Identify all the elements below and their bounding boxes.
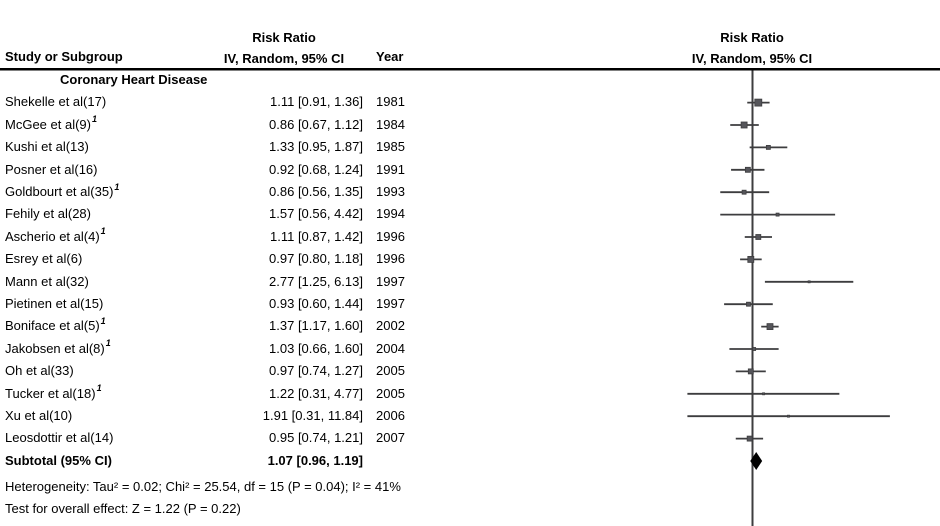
subtotal-row bbox=[0, 450, 560, 472]
study-name: Jakobsen et al(8)$^1$ bbox=[5, 338, 111, 356]
table-row bbox=[0, 159, 560, 181]
table-row bbox=[0, 248, 560, 270]
table-row bbox=[0, 338, 560, 360]
table-row bbox=[0, 181, 560, 203]
column-header-study: Study or Subgroup bbox=[5, 49, 123, 64]
effect-estimate: 1.03 [0.66, 1.60] bbox=[269, 340, 363, 356]
study-name: Mann et al(32) bbox=[5, 273, 89, 289]
table-row bbox=[0, 203, 560, 225]
plot-axis-header bbox=[642, 27, 862, 69]
study-year: 1981 bbox=[376, 94, 405, 110]
table-row bbox=[0, 427, 560, 449]
effect-estimate: 1.57 [0.56, 4.42] bbox=[269, 206, 363, 222]
study-year: 2005 bbox=[376, 363, 405, 379]
study-name: Boniface et al(5)$^1$ bbox=[5, 316, 106, 334]
subtotal-label: Subtotal (95% CI) bbox=[5, 452, 112, 468]
effect-estimate: 0.97 [0.74, 1.27] bbox=[269, 363, 363, 379]
study-name: Oh et al(33) bbox=[5, 363, 74, 379]
study-name: Esrey et al(6) bbox=[5, 251, 83, 267]
effect-estimate: 1.11 [0.91, 1.36] bbox=[270, 94, 363, 110]
study-table bbox=[0, 69, 940, 479]
study-name: McGee et al(9)$^1$ bbox=[5, 114, 97, 132]
effect-estimate: 0.95 [0.74, 1.21] bbox=[269, 430, 363, 446]
study-year: 1996 bbox=[376, 251, 405, 267]
effect-estimate: 1.11 [0.87, 1.42] bbox=[270, 228, 363, 244]
study-name: Fehily et al(28) bbox=[5, 206, 91, 222]
table-row bbox=[0, 91, 560, 113]
study-name: Leosdottir et al(14) bbox=[5, 430, 114, 446]
study-year: 2006 bbox=[376, 408, 405, 423]
study-name: Goldbourt et al(35)$^1$ bbox=[5, 181, 120, 199]
study-year: 1985 bbox=[376, 139, 405, 155]
study-name: Posner et al(16) bbox=[5, 161, 98, 177]
effect-estimate: 0.93 [0.60, 1.44] bbox=[269, 296, 363, 311]
study-year: 1984 bbox=[376, 116, 405, 132]
footnotes bbox=[5, 476, 401, 520]
study-name: Pietinen et al(15) bbox=[5, 296, 104, 311]
table-row bbox=[0, 405, 560, 427]
footnote-marker: 1 bbox=[114, 181, 120, 192]
effect-estimate: 1.37 [1.17, 1.60] bbox=[269, 318, 363, 334]
effect-estimate: 2.77 [1.25, 6.13] bbox=[269, 273, 363, 289]
effect-estimate: 1.33 [0.95, 1.87] bbox=[269, 139, 363, 155]
table-row bbox=[0, 360, 560, 382]
study-year: 1991 bbox=[376, 161, 405, 177]
effect-estimate: 0.86 [0.67, 1.12] bbox=[269, 116, 363, 132]
study-year: 1997 bbox=[376, 296, 405, 311]
study-year: 1996 bbox=[376, 228, 405, 244]
study-name: Tucker et al(18)$^1$ bbox=[5, 383, 102, 401]
footnote-marker: 1 bbox=[96, 383, 102, 394]
study-name: Kushi et al(13) bbox=[5, 139, 89, 155]
effect-estimate: 0.92 [0.68, 1.24] bbox=[269, 161, 363, 177]
subtotal-estimate: 1.07 [0.96, 1.19] bbox=[267, 452, 363, 468]
effect-estimate: 1.91 [0.31, 11.84] bbox=[262, 408, 363, 423]
column-header-effect-line1: Risk Ratio bbox=[252, 30, 316, 45]
study-year: 1997 bbox=[376, 273, 405, 289]
study-year: 1993 bbox=[376, 184, 405, 199]
study-year: 2002 bbox=[376, 318, 405, 334]
overall-effect-text: Test for overall effect: Z = 1.22 (P = 0.22) bbox=[5, 501, 241, 516]
column-header-effect bbox=[205, 27, 363, 69]
table-row bbox=[0, 383, 560, 405]
study-name: Shekelle et al(17) bbox=[5, 94, 107, 110]
table-row bbox=[0, 293, 560, 315]
subgroup-label: Coronary Heart Disease bbox=[60, 72, 208, 87]
study-name: Ascherio et al(4)$^1$ bbox=[5, 226, 106, 244]
footnote-marker: 1 bbox=[105, 338, 111, 349]
table-row bbox=[0, 226, 560, 248]
study-year: 1994 bbox=[376, 206, 405, 222]
effect-estimate: 0.97 [0.80, 1.18] bbox=[269, 251, 363, 267]
table-row bbox=[0, 315, 560, 337]
column-header-effect-line2: IV, Random, 95% CI bbox=[223, 51, 345, 66]
study-year: 2004 bbox=[376, 340, 405, 356]
footnote-marker: 1 bbox=[100, 316, 106, 327]
plot-axis-header-line2: IV, Random, 95% CI bbox=[691, 51, 813, 66]
table-row bbox=[0, 271, 560, 293]
footnote-marker: 1 bbox=[100, 226, 106, 237]
study-year: 2007 bbox=[376, 430, 405, 446]
subgroup-row bbox=[0, 69, 560, 91]
footnote-marker: 1 bbox=[91, 114, 97, 125]
heterogeneity-text: Heterogeneity: Tau² = 0.02; Chi² = 25.54, df = 15 (P = 0.04); I² = 41% bbox=[5, 479, 401, 494]
table-row bbox=[0, 136, 560, 158]
study-name: Xu et al(10) bbox=[5, 408, 73, 423]
effect-estimate: 0.86 [0.56, 1.35] bbox=[269, 184, 363, 199]
study-year: 2005 bbox=[376, 385, 405, 401]
plot-axis-header-line1: Risk Ratio bbox=[720, 30, 784, 45]
table-row bbox=[0, 114, 560, 136]
effect-estimate: 1.22 [0.31, 4.77] bbox=[269, 385, 363, 401]
column-header-year: Year bbox=[376, 49, 404, 64]
